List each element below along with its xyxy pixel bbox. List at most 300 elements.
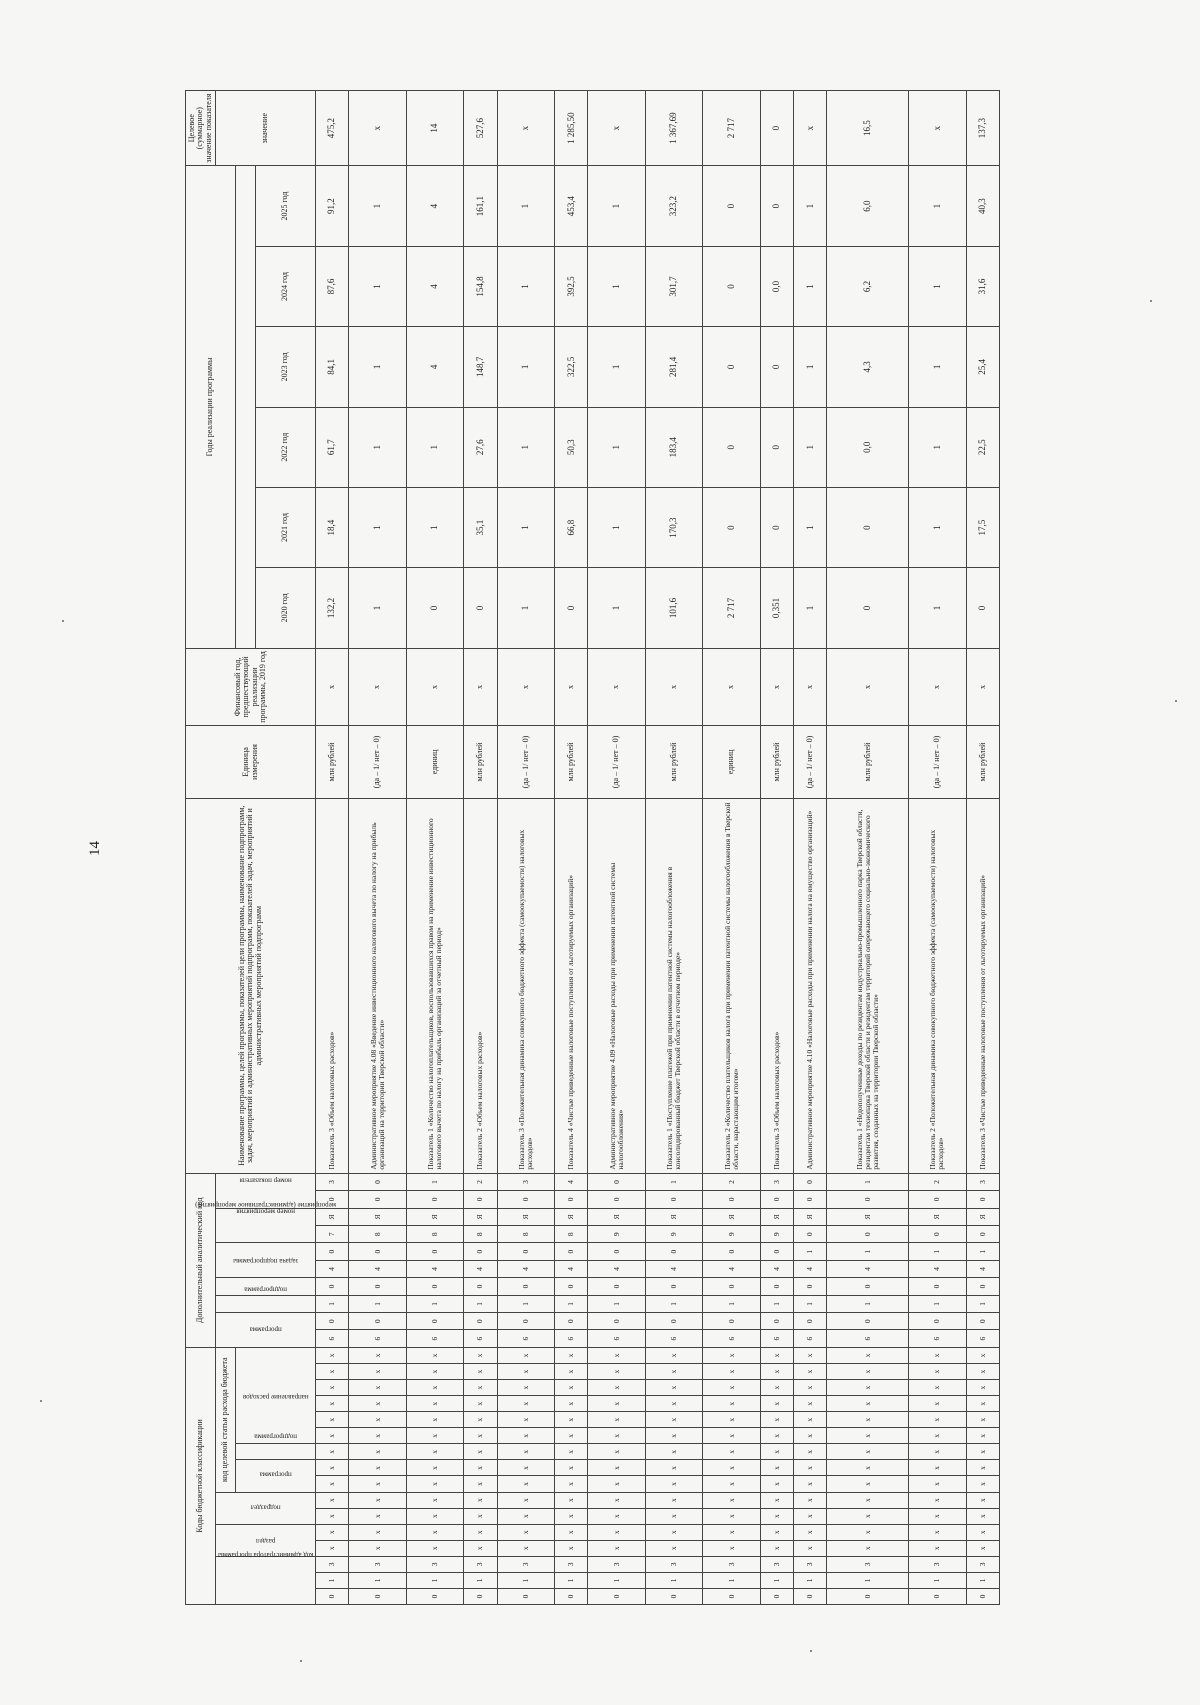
analytic-code-digit: 4 [555,1173,588,1191]
table-row [703,91,760,1605]
row-value-2024: 1 [497,246,554,326]
budget-code-digit: x [555,1460,588,1476]
row-base-year: х [555,648,588,726]
budget-code-digit: x [760,1380,793,1396]
analytic-code-digit: 6 [588,1330,645,1347]
budget-code-digit: x [406,1460,463,1476]
analytic-code-digit: 4 [555,1260,588,1277]
row-value-2024: 1 [794,246,827,326]
analytic-code-digit: Я [966,1208,999,1225]
budget-code-digit: x [703,1428,760,1444]
table-row [497,91,554,1605]
budget-code-digit: x [588,1460,645,1476]
analytic-code-digit: 0 [760,1191,793,1208]
budget-code-digit: 0 [316,1588,349,1604]
analytic-code-digit: 0 [966,1226,999,1243]
table-row [909,91,966,1605]
analytic-code-digit: 0 [588,1313,645,1330]
program-indicators-table [185,90,1000,1605]
analytic-code-digit: 1 [555,1295,588,1312]
budget-code-digit: x [464,1428,497,1444]
row-value-2021: 18,4 [316,487,349,567]
row-name: Показатель 1 «Количество налогоплательщиков, воспользовавшихся правом на применение инвестиционного налогового вычета по налогу на прибыль организаций за отчетный период» [406,798,463,1173]
row-name: Показатель 3 «Чистые приведенные налоговые поступления от льготируемых организаций» [966,798,999,1173]
row-value-2021: 17,5 [966,487,999,567]
table-row [588,91,645,1605]
row-value-2023: 322,5 [555,327,588,407]
budget-code-digit: x [349,1508,406,1524]
analytic-code-digit: 0 [497,1278,554,1295]
row-target-value: х [349,91,406,166]
analytic-code-header: Дополнительный аналитический код [186,1173,216,1347]
budget-code-digit: x [464,1380,497,1396]
budget-code-digit: x [316,1380,349,1396]
analytic-code-digit: 0 [760,1243,793,1260]
budget-code-digit: x [349,1540,406,1556]
budget-code-digit: x [909,1380,966,1396]
row-name: Показатель 4 «Чистые приведенные налоговые поступления от льготируемых организаций» [555,798,588,1173]
row-value-2024: 0 [703,246,760,326]
row-target-value: 16,5 [827,91,909,166]
row-unit: единиц [703,726,760,798]
budget-code-digit: x [497,1396,554,1412]
row-value-2021: 35,1 [464,487,497,567]
analytic-code-digit: 6 [909,1330,966,1347]
row-value-2022: 0,0 [827,407,909,487]
an-number-header [216,1208,316,1243]
budget-code-digit: x [827,1540,909,1556]
budget-code-digit: x [555,1428,588,1444]
budget-code-digit: x [966,1428,999,1444]
analytic-code-digit: 0 [349,1173,406,1191]
budget-code-digit: x [827,1380,909,1396]
row-base-year: х [909,648,966,726]
analytic-code-digit: 4 [703,1260,760,1277]
budget-code-digit: x [760,1364,793,1380]
subsection-header [216,1492,316,1524]
row-value-2023: 0 [760,327,793,407]
budget-code-digit: x [464,1476,497,1492]
scan-speck [1175,700,1177,702]
budget-code-digit: x [909,1347,966,1363]
row-target-value: 527,6 [464,91,497,166]
budget-code-digit: x [760,1396,793,1412]
analytic-code-digit: 0 [645,1278,702,1295]
row-value-2020: 2 717 [703,568,760,648]
row-value-2022: 183,4 [645,407,702,487]
target-article-header: код целевой статьи расхода бюджета [216,1347,236,1492]
an-task-header-text: задача подпрограммы [233,1256,299,1265]
budget-code-digit: x [909,1396,966,1412]
analytic-code-digit: 0 [909,1226,966,1243]
budget-code-digit: x [827,1412,909,1428]
row-value-2023: 148,7 [464,327,497,407]
analytic-code-digit: 2 [909,1173,966,1191]
budget-code-digit: x [966,1380,999,1396]
subsection-header-text: подраздел [250,1503,281,1512]
budget-code-digit: x [349,1444,406,1460]
budget-code-digit: x [464,1412,497,1428]
year-header-2025: 2025 год [256,166,316,246]
budget-code-digit: x [349,1492,406,1508]
budget-code-digit: 1 [966,1572,999,1588]
analytic-code-digit: 0 [703,1243,760,1260]
budget-code-digit: x [827,1364,909,1380]
budget-code-digit: x [703,1347,760,1363]
target-header: Целевое (суммарное) значение показателя [186,91,216,166]
budget-code-digit: x [909,1444,966,1460]
budget-code-digit: x [703,1444,760,1460]
row-value-2020: 1 [588,568,645,648]
analytic-code-digit: 1 [406,1173,463,1191]
budget-code-digit: 0 [645,1588,702,1604]
analytic-code-digit: 4 [966,1260,999,1277]
budget-code-digit: 3 [406,1556,463,1572]
row-value-2024: 392,5 [555,246,588,326]
budget-code-digit: x [497,1444,554,1460]
analytic-code-digit: 0 [645,1313,702,1330]
row-value-2025: 1 [349,166,406,246]
analytic-code-digit: 6 [316,1330,349,1347]
table-row [316,91,349,1605]
analytic-code-digit: 1 [909,1243,966,1260]
analytic-code-digit: 1 [464,1295,497,1312]
budget-code-digit: x [827,1444,909,1460]
analytic-code-digit: 1 [966,1243,999,1260]
budget-code-digit: x [827,1428,909,1444]
analytic-code-digit: 0 [349,1243,406,1260]
admin-code-header [216,1551,316,1604]
row-value-2021: 1 [909,487,966,567]
budget-code-digit: 3 [827,1556,909,1572]
analytic-code-digit: Я [464,1208,497,1225]
budget-code-digit: x [966,1364,999,1380]
analytic-code-digit: 0 [760,1278,793,1295]
budget-code-digit: x [966,1444,999,1460]
row-value-2024: 0,0 [760,246,793,326]
budget-code-digit: x [555,1444,588,1460]
budget-code-digit: x [497,1460,554,1476]
budget-code-digit: x [316,1540,349,1556]
row-value-2023: 1 [497,327,554,407]
analytic-code-digit: 9 [588,1226,645,1243]
row-base-year: х [464,648,497,726]
budget-code-digit: 1 [827,1572,909,1588]
budget-code-digit: x [645,1428,702,1444]
row-value-2022: 1 [909,407,966,487]
budget-code-digit: x [555,1540,588,1556]
budget-code-digit: x [464,1444,497,1460]
row-name: Показатель 3 «Объем налоговых расходов» [316,798,349,1173]
row-value-2021: 1 [349,487,406,567]
row-value-2021: 66,8 [555,487,588,567]
budget-code-digit: x [760,1428,793,1444]
year-header-2020: 2020 год [256,568,316,648]
row-value-2020: 1 [497,568,554,648]
analytic-code-digit: 0 [555,1191,588,1208]
analytic-code-digit: 0 [316,1313,349,1330]
row-value-2022: 0 [703,407,760,487]
budget-code-digit: x [497,1540,554,1556]
budget-code-digit: x [349,1524,406,1540]
budget-code-digit: x [794,1347,827,1363]
analytic-code-digit: 0 [555,1278,588,1295]
analytic-code-digit: 8 [555,1226,588,1243]
budget-code-digit: 0 [909,1588,966,1604]
budget-code-digit: x [406,1492,463,1508]
analytic-code-digit: 2 [703,1173,760,1191]
an-program-header-text: программа [249,1325,283,1334]
analytic-code-digit: Я [349,1208,406,1225]
row-value-2022: 61,7 [316,407,349,487]
budget-code-digit: x [909,1540,966,1556]
program-header-text: программа [259,1470,293,1479]
row-value-2024: 6,2 [827,246,909,326]
budget-code-digit: x [406,1476,463,1492]
analytic-code-digit: 0 [349,1313,406,1330]
row-value-2023: 1 [588,327,645,407]
analytic-code-digit: 0 [794,1191,827,1208]
analytic-code-digit: 0 [909,1313,966,1330]
row-target-value: х [794,91,827,166]
budget-code-digit: x [703,1396,760,1412]
analytic-code-digit: 4 [909,1260,966,1277]
analytic-code-digit: Я [555,1208,588,1225]
row-name: Административное мероприятие 4.10 «Налоговые расходы при применении налога на имущество организаций» [794,798,827,1173]
analytic-code-digit: 0 [703,1191,760,1208]
budget-code-digit: x [966,1460,999,1476]
budget-code-digit: x [316,1347,349,1363]
row-value-2022: 50,3 [555,407,588,487]
budget-code-digit: 1 [316,1572,349,1588]
years-group-header: Годы реализации программы [186,166,236,648]
table-row [794,91,827,1605]
budget-code-digit: x [827,1460,909,1476]
row-value-2025: 1 [588,166,645,246]
budget-code-digit: x [827,1476,909,1492]
table-row [406,91,463,1605]
budget-code-digit: 3 [588,1556,645,1572]
analytic-code-digit: 4 [827,1260,909,1277]
analytic-code-digit: 0 [316,1191,349,1208]
budget-code-digit: x [645,1396,702,1412]
budget-code-digit: x [827,1508,909,1524]
row-value-2022: 22,5 [966,407,999,487]
budget-code-digit: 3 [794,1556,827,1572]
analytic-code-digit: 6 [794,1330,827,1347]
subprogram-header-text: подпрограмма [254,1432,298,1441]
analytic-code-digit: 8 [497,1226,554,1243]
budget-code-digit: x [645,1364,702,1380]
row-value-2025: 323,2 [645,166,702,246]
budget-code-digit: 3 [645,1556,702,1572]
analytic-code-digit: 0 [703,1278,760,1295]
row-name: Показатель 2 «Объем налоговых расходов» [464,798,497,1173]
budget-code-digit: 0 [464,1588,497,1604]
an-number-header-text: номер мероприятия [236,1207,296,1216]
analytic-code-digit: Я [760,1208,793,1225]
budget-code-digit: x [588,1524,645,1540]
row-unit: млн рублей [555,726,588,798]
analytic-code-digit: 4 [760,1260,793,1277]
analytic-code-digit: 9 [760,1226,793,1243]
analytic-code-digit: 0 [555,1243,588,1260]
budget-code-digit: 0 [349,1588,406,1604]
table-row [760,91,793,1605]
analytic-code-digit: 6 [464,1330,497,1347]
budget-code-digit: x [316,1492,349,1508]
budget-code-digit: x [497,1364,554,1380]
budget-code-digit: x [794,1492,827,1508]
analytic-code-digit: 0 [555,1313,588,1330]
budget-code-digit: x [703,1476,760,1492]
analytic-code-digit: 0 [497,1313,554,1330]
budget-code-digit: 3 [703,1556,760,1572]
analytic-code-digit: 0 [316,1243,349,1260]
analytic-code-digit: 4 [349,1260,406,1277]
budget-code-digit: x [316,1412,349,1428]
analytic-code-digit: 0 [316,1278,349,1295]
analytic-code-digit: 8 [406,1226,463,1243]
row-target-value: х [588,91,645,166]
analytic-code-digit: 1 [316,1295,349,1312]
row-unit: (да – 1/ нет – 0) [588,726,645,798]
budget-code-digit: x [703,1492,760,1508]
row-value-2020: 1 [909,568,966,648]
budget-code-digit: x [760,1492,793,1508]
budget-code-digit: 3 [349,1556,406,1572]
table-body [316,91,1000,1605]
budget-code-digit: x [794,1380,827,1396]
name-header: Наименование программы, целей программы, показателей цели программы, наименование подпрограмм, задач, мероприятий и административных мероприятий подпрограмм, показателей задач, мероприятий и административных мероприятий подпрограмм [186,798,316,1173]
table-row [349,91,406,1605]
analytic-code-digit: 0 [966,1278,999,1295]
row-unit: (да – 1/ нет – 0) [497,726,554,798]
analytic-code-digit: 0 [794,1226,827,1243]
analytic-code-digit: 0 [794,1173,827,1191]
budget-code-digit: x [464,1508,497,1524]
budget-code-digit: x [406,1396,463,1412]
analytic-code-digit: 4 [464,1260,497,1277]
budget-code-digit: x [909,1524,966,1540]
budget-code-digit: x [588,1412,645,1428]
budget-code-digit: x [349,1364,406,1380]
budget-code-digit: 0 [794,1588,827,1604]
row-value-2020: 101,6 [645,568,702,648]
budget-code-digit: x [909,1492,966,1508]
row-name: Показатель 1 «Недополученные доходы по резидентам индустриально-промышленного парка Тверской области, резидентам технопарка Тверской области и резидентам территорий опережающего социально-экономического развития, созданных на территории Тверской области» [827,798,909,1173]
analytic-code-digit: 1 [909,1295,966,1312]
row-name: Показатель 2 «Положительная динамика совокупного бюджетного эффекта (самоокупаемости) налоговых расходов» [909,798,966,1173]
budget-code-digit: 3 [555,1556,588,1572]
budget-code-digit: x [827,1524,909,1540]
budget-code-digit: x [703,1540,760,1556]
budget-code-digit: x [794,1540,827,1556]
analytic-code-digit: Я [827,1208,909,1225]
scan-speck [810,1650,812,1652]
row-target-value: 2 717 [703,91,760,166]
analytic-code-digit: 6 [349,1330,406,1347]
row-value-2021: 0 [760,487,793,567]
budget-code-digit: x [588,1508,645,1524]
budget-code-digit: x [497,1428,554,1444]
budget-code-digit: x [406,1380,463,1396]
row-value-2023: 281,4 [645,327,702,407]
budget-code-digit: 3 [497,1556,554,1572]
analytic-code-digit: Я [316,1208,349,1225]
row-target-value: 137,3 [966,91,999,166]
budget-code-digit: x [497,1508,554,1524]
budget-code-digit: x [349,1347,406,1363]
row-value-2022: 1 [497,407,554,487]
row-target-value: 475,2 [316,91,349,166]
base-year-header: Финансовый год, предшествующий реализации программы, 2019 год [186,648,316,726]
analytic-code-digit: 6 [760,1330,793,1347]
analytic-code-digit: 0 [909,1278,966,1295]
budget-code-digit: x [909,1460,966,1476]
analytic-code-digit: 3 [497,1173,554,1191]
budget-code-digit: x [555,1396,588,1412]
an-subprogram-header-text: подпрограмма [244,1285,288,1294]
budget-code-digit: x [316,1524,349,1540]
analytic-code-digit: 0 [760,1313,793,1330]
analytic-code-digit: 0 [827,1191,909,1208]
row-name: Административное мероприятие 4.08 «Введение инвестиционного налогового вычета по налогу на прибыль организаций на территории Тверской области» [349,798,406,1173]
budget-code-digit: x [760,1476,793,1492]
row-unit: млн рублей [760,726,793,798]
analytic-code-digit: 3 [966,1173,999,1191]
budget-code-digit: x [645,1492,702,1508]
row-value-2020: 0 [406,568,463,648]
analytic-code-digit: 6 [966,1330,999,1347]
budget-code-digit: x [588,1380,645,1396]
row-base-year: х [794,648,827,726]
budget-code-digit: 1 [497,1572,554,1588]
analytic-code-digit: 0 [349,1191,406,1208]
budget-code-digit: x [645,1347,702,1363]
budget-code-digit: x [966,1347,999,1363]
analytic-code-digit: 2 [464,1173,497,1191]
analytic-code-digit: 0 [406,1243,463,1260]
analytic-code-digit: 1 [827,1243,909,1260]
analytic-code-digit: 6 [703,1330,760,1347]
admin-code-header-text: код администратора программы [218,1551,314,1560]
analytic-code-digit: 6 [555,1330,588,1347]
row-value-2020: 1 [349,568,406,648]
budget-code-digit: x [966,1524,999,1540]
activity-direction-header [236,1347,316,1444]
budget-code-digit: 3 [464,1556,497,1572]
budget-code-digit: 3 [966,1556,999,1572]
budget-code-digit: 1 [794,1572,827,1588]
analytic-code-digit: 0 [588,1173,645,1191]
scan-speck [40,1400,42,1402]
row-value-2023: 25,4 [966,327,999,407]
budget-code-digit: x [406,1347,463,1363]
analytic-code-digit: 4 [645,1260,702,1277]
budget-code-digit: 3 [316,1556,349,1572]
row-value-2021: 0 [827,487,909,567]
budget-code-digit: x [588,1347,645,1363]
budget-code-digit: 0 [966,1588,999,1604]
analytic-code-digit: 1 [827,1295,909,1312]
row-value-2025: 1 [794,166,827,246]
row-value-2023: 84,1 [316,327,349,407]
analytic-code-digit: 0 [645,1191,702,1208]
analytic-code-digit: 0 [827,1278,909,1295]
analytic-code-digit: 0 [406,1191,463,1208]
budget-code-digit: x [760,1412,793,1428]
